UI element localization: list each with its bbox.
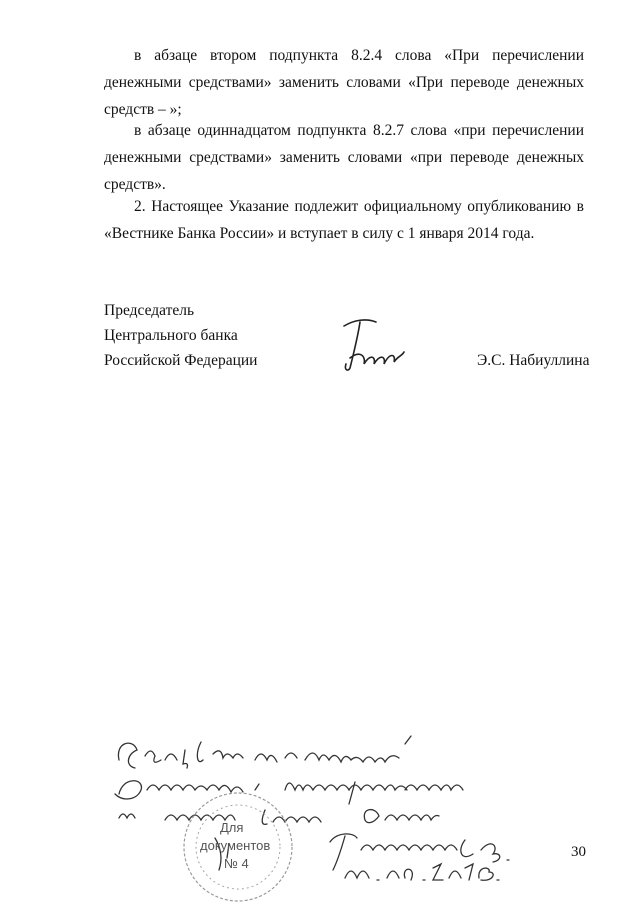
signatory-line-3: Российской Федерации: [104, 352, 258, 369]
signatory-title-block: [104, 298, 257, 373]
signatory-name: Э.С. Набиуллина: [477, 352, 590, 369]
paragraph-1: в абзаце втором подпункта 8.2.4 слова «При перечислении денежными средствами» заменить словами «При переводе денежных средств – »;: [104, 47, 584, 118]
handwritten-certification: [105, 720, 545, 890]
page-number: 30: [571, 844, 586, 860]
signatory-line-1: Председатель: [104, 302, 195, 319]
handwritten-signature: [336, 312, 416, 376]
paragraph-2: в абзаце одиннадцатом подпункта 8.2.7 слова «при перечислении денежными средствами» заменить словами «при переводе денежных средств».: [104, 122, 584, 193]
stamp-line-2: документов: [200, 838, 271, 853]
stamp-line-3: № 4: [224, 856, 249, 871]
round-stamp: [178, 788, 298, 906]
stamp-line-1: Для: [220, 820, 244, 835]
paragraph-3: 2. Настоящее Указание подлежит официальному опубликованию в «Вестнике Банка России» и вступает в силу с 1 января 2014 года.: [104, 198, 584, 242]
signatory-line-2: Центрального банка: [104, 327, 238, 344]
